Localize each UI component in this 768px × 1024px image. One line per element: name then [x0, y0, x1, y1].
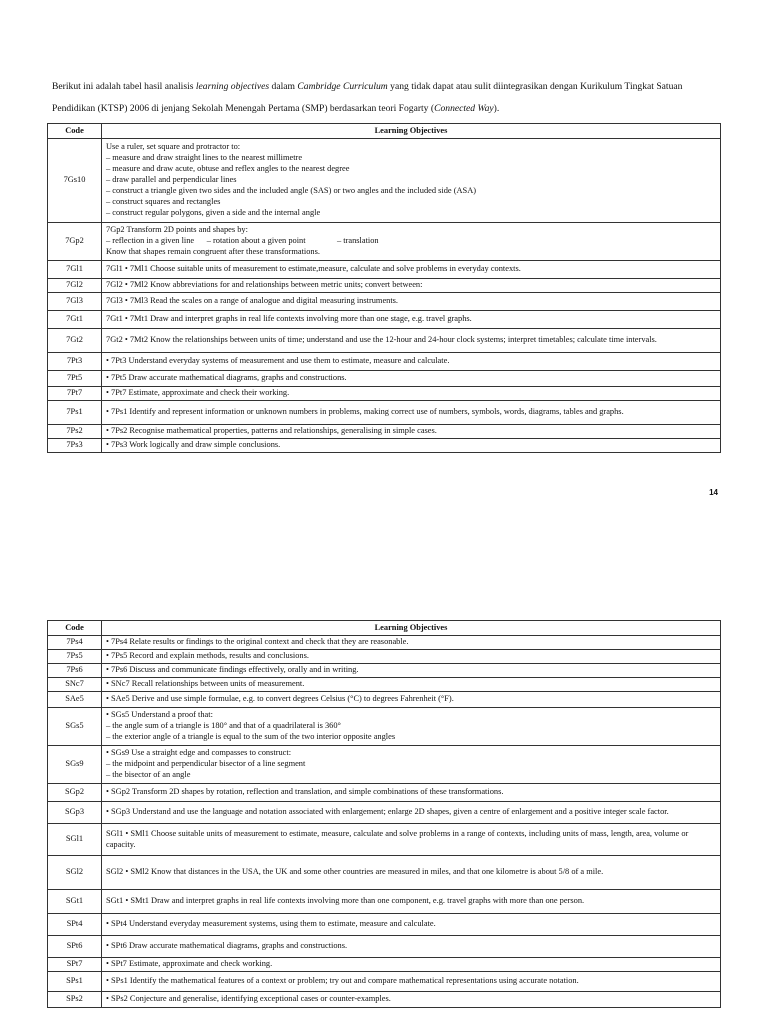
- row-objective: 7Gl2 • 7Ml2 Know abbreviations for and relationships between metric units; convert between:: [102, 279, 721, 293]
- table-row: [48, 692, 721, 708]
- table-row: [48, 678, 721, 692]
- row-code: SPs1: [48, 972, 102, 992]
- row-objective: • 7Ps4 Relate results or findings to the original context and check that they are reasonable.: [102, 636, 721, 650]
- table-row: [48, 802, 721, 824]
- page-number: 14: [709, 488, 718, 497]
- table-row: [48, 386, 721, 400]
- table-row: [48, 856, 721, 890]
- table-row: [48, 958, 721, 972]
- objectives-header: Learning Objectives: [102, 124, 721, 139]
- table-row: [48, 650, 721, 664]
- row-objective: • SGs9 Use a straight edge and compasses to construct: – the midpoint and perpendicular bisector of a line segment – the bisector of an angle: [102, 746, 721, 784]
- row-objective: • 7Ps3 Work logically and draw simple conclusions.: [102, 438, 721, 452]
- table-row: [48, 370, 721, 386]
- row-code: 7Ps3: [48, 438, 102, 452]
- row-objective: 7Gt2 • 7Mt2 Know the relationships between units of time; understand and use the 12-hour and 24-hour clock systems; interpret timetables; calculate time intervals.: [102, 328, 721, 352]
- row-code: SGp3: [48, 802, 102, 824]
- row-objective: • 7Pt7 Estimate, approximate and check their working.: [102, 386, 721, 400]
- row-objective: • 7Pt3 Understand everyday systems of measurement and use them to estimate, measure and calculate.: [102, 352, 721, 370]
- table-row: [48, 972, 721, 992]
- row-objective: SGl1 • SMl1 Choose suitable units of measurement to estimate, measure, calculate and solve problems in a range of contexts, including units of mass, length, area, volume or capacity.: [102, 824, 721, 856]
- intro-paragraph: Berikut ini adalah tabel hasil analisis learning objectives dalam Cambridge Curriculum yang tidak dapat atau sulit diintegrasikan dengan Kurikulum Tingkat Satuan Pendidikan (KTSP) 2006 di jenjang Sekolah Menengah Pertama (SMP) berdasarkan teori Fogarty (Connected Way).: [52, 81, 683, 114]
- table-row: [48, 328, 721, 352]
- page-2: [0, 520, 768, 1024]
- learning-objectives-table-2: [47, 620, 721, 1008]
- table-row: [48, 824, 721, 856]
- learning-objectives-table-1: [47, 123, 721, 453]
- row-code: 7Ps2: [48, 424, 102, 438]
- row-objective: • SGs5 Understand a proof that: – the angle sum of a triangle is 180° and that of a quadrilateral is 360° – the exterior angle of a triangle is equal to the sum of the two interior opposite angles: [102, 708, 721, 746]
- table-row: [48, 992, 721, 1008]
- row-code: 7Pt7: [48, 386, 102, 400]
- row-code: SPs2: [48, 992, 102, 1008]
- row-objective: 7Gl1 • 7Ml1 Choose suitable units of measurement to estimate,measure, calculate and solve problems in everyday contexts.: [102, 261, 721, 279]
- row-objective: • 7Ps2 Recognise mathematical properties, patterns and relationships, generalising in simple cases.: [102, 424, 721, 438]
- row-objective: • SGp2 Transform 2D shapes by rotation, reflection and translation, and simple combinations of these transformations.: [102, 784, 721, 802]
- row-objective: Use a ruler, set square and protractor to: – measure and draw straight lines to the nearest millimetre – measure and draw acute, obtuse and reflex angles to the nearest degree – draw parallel and perpendicular lines – construct a triangle given two sides and the included angle (SAS) or two angles and the included side (ASA) – construct squares and rectangles – construct regular polygons, given a side and the internal angle: [102, 139, 721, 223]
- table-row: [48, 139, 721, 223]
- table-row: [48, 784, 721, 802]
- table-row: [48, 936, 721, 958]
- row-code: 7Gl2: [48, 279, 102, 293]
- table-row: [48, 352, 721, 370]
- row-code: SGl2: [48, 856, 102, 890]
- row-objective: • 7Ps1 Identify and represent information or unknown numbers in problems, making correct use of numbers, symbols, words, diagrams, tables and graphs.: [102, 400, 721, 424]
- code-header: Code: [48, 124, 102, 139]
- row-code: 7Ps5: [48, 650, 102, 664]
- row-objective: • SNc7 Recall relationships between units of measurement.: [102, 678, 721, 692]
- table-row: [48, 914, 721, 936]
- table-row: [48, 292, 721, 310]
- table-row: [48, 261, 721, 279]
- objectives-header: Learning Objectives: [102, 621, 721, 636]
- row-objective: 7Gp2 Transform 2D points and shapes by: – reflection in a given line – rotation about a given point – translation Know that shapes remain congruent after these transformations.: [102, 223, 721, 261]
- row-objective: • 7Ps6 Discuss and communicate findings effectively, orally and in writing.: [102, 664, 721, 678]
- row-objective: • SPs2 Conjecture and generalise, identifying exceptional cases or counter-examples.: [102, 992, 721, 1008]
- row-objective: 7Gl3 • 7Ml3 Read the scales on a range of analogue and digital measuring instruments.: [102, 292, 721, 310]
- row-code: 7Pt3: [48, 352, 102, 370]
- row-code: 7Ps6: [48, 664, 102, 678]
- table-row: [48, 438, 721, 452]
- table-row: [48, 636, 721, 650]
- row-code: 7Gt1: [48, 310, 102, 328]
- row-code: 7Gs10: [48, 139, 102, 223]
- row-objective: 7Gt1 • 7Mt1 Draw and interpret graphs in real life contexts involving more than one stage, e.g. travel graphs.: [102, 310, 721, 328]
- row-objective: • 7Ps5 Record and explain methods, results and conclusions.: [102, 650, 721, 664]
- row-objective: • SPt7 Estimate, approximate and check working.: [102, 958, 721, 972]
- row-code: SGs5: [48, 708, 102, 746]
- table-row: [48, 223, 721, 261]
- table-header-row: [48, 124, 721, 139]
- row-objective: • 7Pt5 Draw accurate mathematical diagrams, graphs and constructions.: [102, 370, 721, 386]
- row-code: 7Gl3: [48, 292, 102, 310]
- table-row: [48, 400, 721, 424]
- table-row: [48, 279, 721, 293]
- row-objective: SGl2 • SMl2 Know that distances in the USA, the UK and some other countries are measured in miles, and that one kilometre is about 5/8 of a mile.: [102, 856, 721, 890]
- table-row: [48, 664, 721, 678]
- table-row: [48, 890, 721, 914]
- table-row: [48, 424, 721, 438]
- table-row: [48, 310, 721, 328]
- row-objective: • SPt6 Draw accurate mathematical diagrams, graphs and constructions.: [102, 936, 721, 958]
- row-code: 7Gl1: [48, 261, 102, 279]
- row-objective: • SAe5 Derive and use simple formulae, e.g. to convert degrees Celsius (°C) to degrees Fahrenheit (°F).: [102, 692, 721, 708]
- row-code: 7Gt2: [48, 328, 102, 352]
- row-code: SGt1: [48, 890, 102, 914]
- table-row: [48, 708, 721, 746]
- row-code: 7Ps1: [48, 400, 102, 424]
- row-code: SPt7: [48, 958, 102, 972]
- row-objective: • SPt4 Understand everyday measurement systems, using them to estimate, measure and calculate.: [102, 914, 721, 936]
- row-code: SPt4: [48, 914, 102, 936]
- row-objective: • SPs1 Identify the mathematical features of a context or problem; try out and compare mathematical representations using accurate notation.: [102, 972, 721, 992]
- row-code: SGs9: [48, 746, 102, 784]
- row-code: SGl1: [48, 824, 102, 856]
- row-code: SPt6: [48, 936, 102, 958]
- row-code: SNc7: [48, 678, 102, 692]
- row-code: 7Pt5: [48, 370, 102, 386]
- row-objective: • SGp3 Understand and use the language and notation associated with enlargement; enlarge 2D shapes, given a centre of enlargement and a positive integer scale factor.: [102, 802, 721, 824]
- row-code: 7Ps4: [48, 636, 102, 650]
- table-header-row: [48, 621, 721, 636]
- row-code: SAe5: [48, 692, 102, 708]
- row-code: SGp2: [48, 784, 102, 802]
- row-objective: SGt1 • SMt1 Draw and interpret graphs in real life contexts involving more than one component, e.g. travel graphs with more than one person.: [102, 890, 721, 914]
- code-header: Code: [48, 621, 102, 636]
- row-code: 7Gp2: [48, 223, 102, 261]
- table-row: [48, 746, 721, 784]
